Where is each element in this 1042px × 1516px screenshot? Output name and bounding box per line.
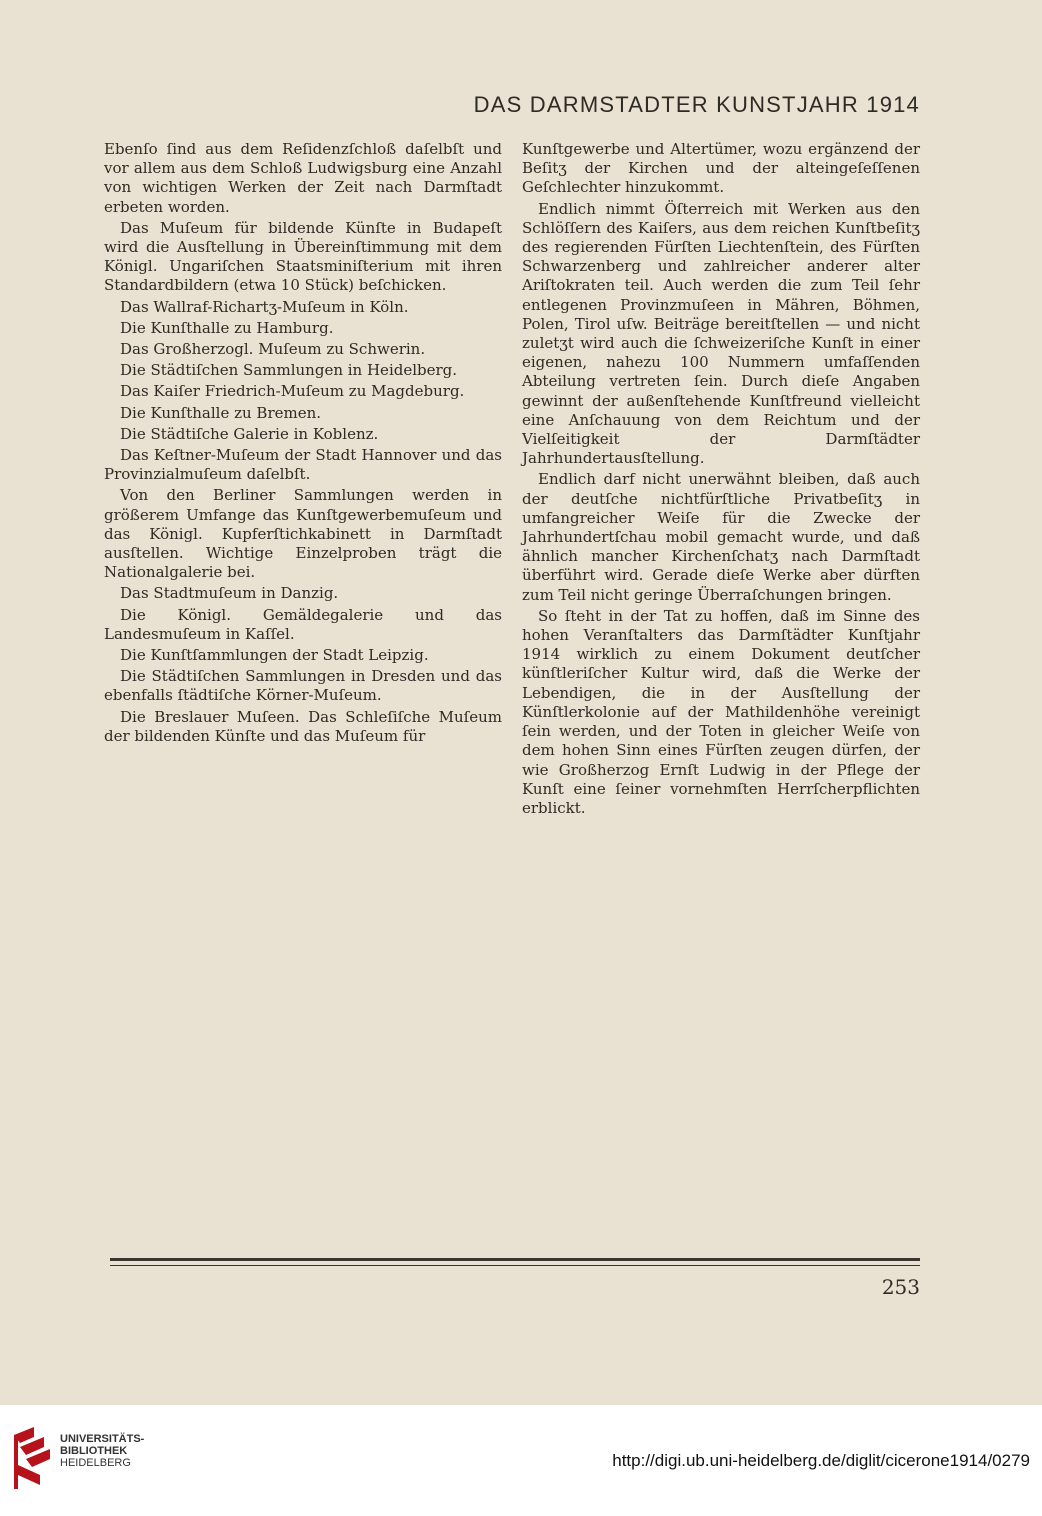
paragraph: Kunſtgewerbe und Altertümer, wozu ergänzend der Beſitʒ der Kirchen und der alteingeſeſſenen Geſchlechter hinzukommt. xyxy=(522,140,920,197)
footer-rule-thick xyxy=(110,1258,920,1261)
paragraph: Die Städtiſche Galerie in Koblenz. xyxy=(120,424,379,443)
paragraph: Das Kaiſer Friedrich-Muſeum zu Magdeburg. xyxy=(120,382,465,401)
right-column xyxy=(522,140,920,820)
paragraph: Die Städtiſchen Sammlungen in Dresden und das ebenfalls ſtädtiſche Körner-Muſeum. xyxy=(104,667,502,705)
logo-line: BIBLIOTHEK xyxy=(60,1445,128,1457)
paragraph: Ebenſo ſind aus dem Reſidenzſchloß daſelbſt und vor allem aus dem Schloß Ludwigsburg eine Anzahl von wichtigen Werken der Zeit nach Darmſtadt erbeten worden. xyxy=(104,140,502,216)
library-footer xyxy=(0,1405,1042,1516)
running-title: DAS DARMSTADTER KUNSTJAHR 1914 xyxy=(473,92,920,117)
paragraph: Die Breslauer Muſeen. Das Schleſiſche Muſeum der bildenden Künſte und das Muſeum für xyxy=(104,707,502,745)
paragraph: Endlich nimmt Öſterreich mit Werken aus den Schlöſſern des Kaiſers, aus dem reichen Kunſtbeſitʒ des regierenden Fürſten Liechtenſtein, des Fürſten Schwarzenberg und zahlreicher anderer alter Ariſtokraten teil. Auch werden die zum Teil ſehr entlegenen Provinzmuſeen in Mähren, Böhmen, Polen, Tirol uſw. Beiträge bereitſtellen — und nicht zuletʒt wird auch die ſchweizeriſche Kunſt in einer eigenen, nahezu 100 Nummern umfaſſenden Abteilung vertreten ſein. Durch dieſe Angaben gewinnt der außenſtehende Kunſtfreund vielleicht eine Anſchauung von dem Reichtum und der Vielſeitigkeit der Darmſtädter Jahrhundertausſtellung. xyxy=(522,199,920,468)
left-column xyxy=(104,140,502,748)
logo-line: HEIDELBERG xyxy=(60,1457,131,1469)
paragraph: So ſteht in der Tat zu hoffen, daß im Sinne des hohen Veranſtalters das Darmſtädter Kunſtjahr 1914 wirklich zu einem Dokument deutſcher künſtleriſcher Kultur wird, daß die Werke der Lebendigen, die in der Ausſtellung der Künſtlerkolonie auf der Mathildenhöhe vereinigt ſein werden, und der Toten in gleicher Weiſe von dem hohen Sinn eines Fürſten zeugen dürfen, der wie Großherzog Ernſt Ludwig in der Pflege der Kunſt eine ſeiner vornehmſten Herrſcherpflichten erblickt. xyxy=(522,606,920,817)
paragraph: Die Kunſtſammlungen der Stadt Leipzig. xyxy=(120,646,429,665)
paragraph: Das Muſeum für bildende Künſte in Budapeſt wird die Ausſtellung in Übereinſtimmung mit dem Königl. Ungariſchen Staatsminiſterium mit ihren Standardbildern (etwa 10 Stück) beſchicken. xyxy=(104,218,502,295)
source-url-link[interactable]: http://digi.ub.uni-heidelberg.de/diglit/cicerone1914/0279 xyxy=(612,1451,1030,1470)
paragraph: Die Königl. Gemäldegalerie und das Landesmuſeum in Kaſſel. xyxy=(104,605,502,643)
page-number: 253 xyxy=(881,1275,920,1299)
paragraph: Von den Berliner Sammlungen werden in größerem Umfange das Kunſtgewerbemuſeum und das Königl. Kupferſtichkabinett in Darmſtadt ausſtellen. Wichtige Einzelproben trägt die Nationalgalerie bei. xyxy=(104,486,502,582)
library-logo-text xyxy=(60,1433,144,1469)
paragraph: Das Großherzogl. Muſeum zu Schwerin. xyxy=(120,340,426,359)
library-logo-icon xyxy=(10,1425,54,1493)
paragraph: Das Keſtner-Muſeum der Stadt Hannover und das Provinzialmuſeum daſelbſt. xyxy=(104,446,502,484)
paragraph: Die Kunſthalle zu Bremen. xyxy=(120,403,322,422)
paragraph: Die Kunſthalle zu Hamburg. xyxy=(120,318,334,337)
logo-line: UNIVERSITÄTS- xyxy=(60,1433,145,1445)
paragraph: Die Städtiſchen Sammlungen in Heidelberg. xyxy=(120,361,458,380)
paragraph: Endlich darf nicht unerwähnt bleiben, daß auch der deutſche nichtfürſtliche Privatbeſitʒ in umfangreicher Weiſe für die Zwecke der Jahrhundertſchau mobil gemacht wurde, und daß ähnlich mancher Kirchenſchatʒ nach Darmſtadt überführt wird. Gerade dieſe Werke aber dürften zum Teil nicht geringe Überraſchungen bringen. xyxy=(522,470,920,604)
paragraph: Das Wallraf-Richartʒ-Muſeum in Köln. xyxy=(120,297,409,316)
paragraph: Das Stadtmuſeum in Danzig. xyxy=(120,584,339,603)
footer-rule-thin xyxy=(110,1265,920,1266)
